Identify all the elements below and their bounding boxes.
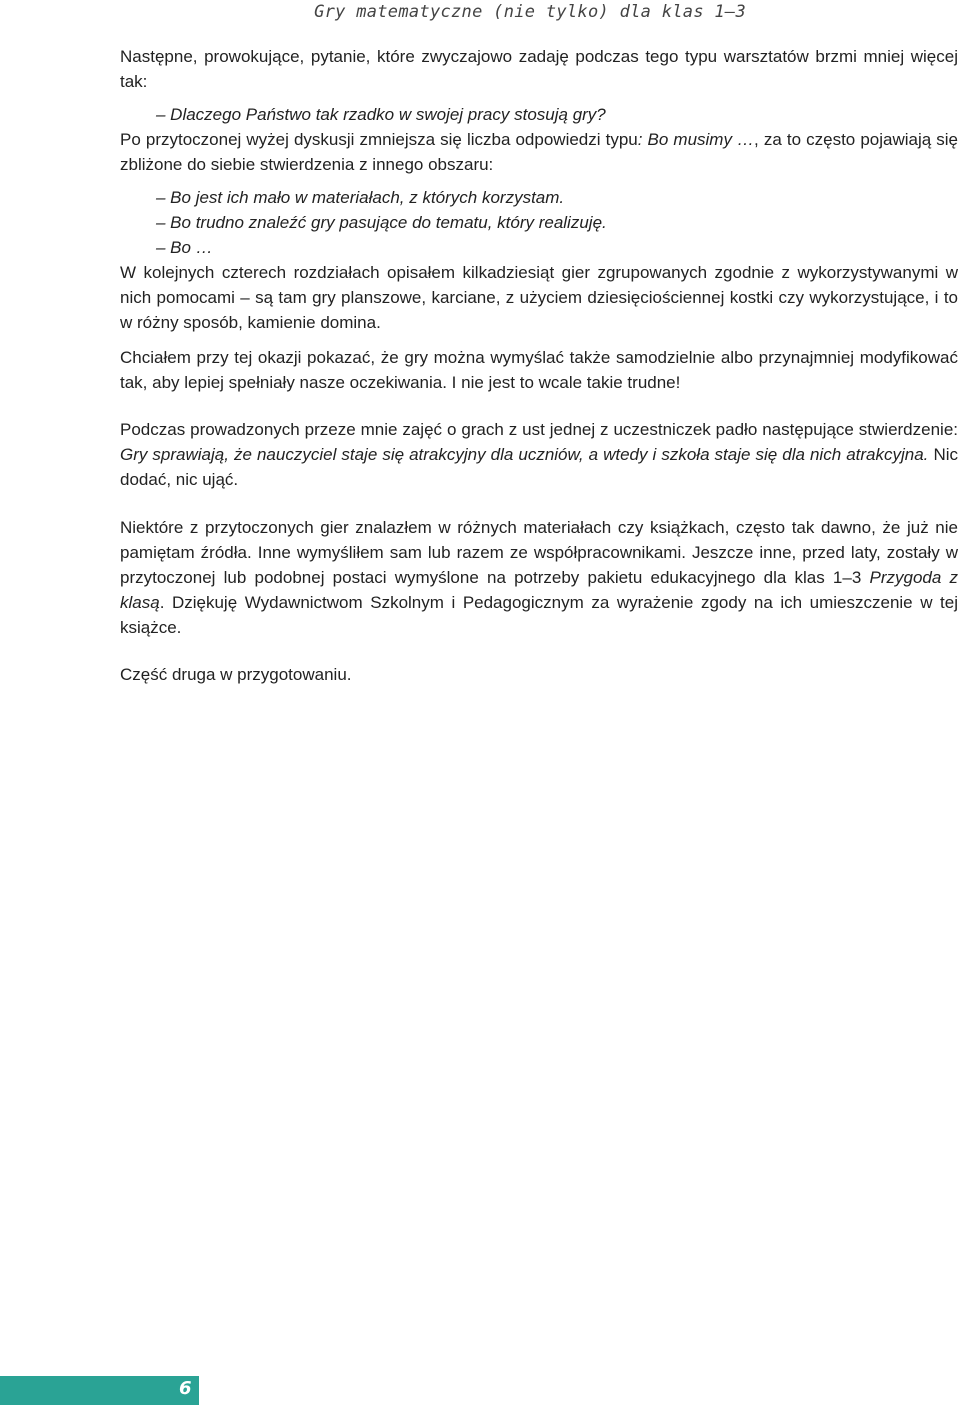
page-body (120, 44, 958, 687)
running-header: Gry matematyczne (nie tylko) dla klas 1–3 (314, 2, 746, 22)
quote-question: – Dlaczego Państwo tak rzadko w swojej pracy stosują gry? (156, 105, 606, 124)
paragraph-answers-text: Po przytoczonej wyżej dyskusji zmniejsza się liczba odpowiedzi typu (120, 130, 638, 149)
paragraph-sources-text: Niektóre z przytoczonych gier znalazłem w różnych materiałach czy książkach, często tak dawno, że już nie pamiętam źródła. Inne wymyśliłem sam lub razem ze współpracownikami. Jeszcze inne, przed laty, zostały w przytoczonej lub podobnej postaci wymyślone na potrzeby pakietu edukacyjnego dla klas 1–3 (120, 518, 958, 587)
paragraph-statement (120, 417, 958, 492)
paragraph-chapters: W kolejnych czterech rozdziałach opisałem kilkadziesiąt gier zgrupowanych zgodnie z wykorzystywanymi w nich pomocami – są tam gry planszowe, karciane, z użyciem dziesięciościennej kostki czy wykorzystujące, i to w różny sposób, kamienie domina. (120, 263, 958, 332)
paragraph-sources (120, 515, 958, 640)
quote-answer-2: – Bo trudno znaleźć gry pasujące do tematu, który realizuję. (156, 213, 607, 232)
quote-answer-3: – Bo … (156, 238, 213, 257)
paragraph-answers-text-end: , za to często pojawiają się zbliżone do siebie stwierdzenia z innego obszaru: (120, 130, 959, 174)
paragraph-statement-text: Podczas prowadzonych przeze mnie zajęć o grach z ust jednej z uczestniczek padło następujące stwierdzenie: (120, 420, 958, 439)
paragraph-statement-quote: Gry sprawiają, że nauczyciel staje się atrakcyjny dla uczniów, a wtedy i szkoła staje się dla nich atrakcyjna. (120, 445, 929, 464)
quote-answer-1: – Bo jest ich mało w materiałach, z których korzystam. (156, 188, 565, 207)
paragraph-answers (120, 127, 958, 177)
paragraph-next-part: Część druga w przygotowaniu. (120, 665, 352, 684)
paragraph-purpose: Chciałem przy tej okazji pokazać, że gry można wymyślać także samodzielnie albo przynajmniej modyfikować tak, aby lepiej spełniały nasze oczekiwania. I nie jest to wcale takie trudne! (120, 348, 958, 392)
paragraph-sources-end: . Dziękuję Wydawnictwom Szkolnym i Pedagogicznym za wyrażenie zgody na ich umieszczenie w tej książce. (120, 593, 958, 637)
page-number-bar (0, 1376, 199, 1405)
paragraph-intro: Następne, prowokujące, pytanie, które zwyczajowo zadaję podczas tego typu warsztatów brzmi mniej więcej tak: (120, 47, 958, 91)
paragraph-answers-italic: : Bo musimy … (637, 130, 755, 149)
paragraph-statement-end: Nic dodać, nic ująć. (120, 445, 958, 489)
page-number: 6 (179, 1378, 192, 1399)
paragraph-sources-italic: Przygoda z klasą (120, 568, 958, 612)
